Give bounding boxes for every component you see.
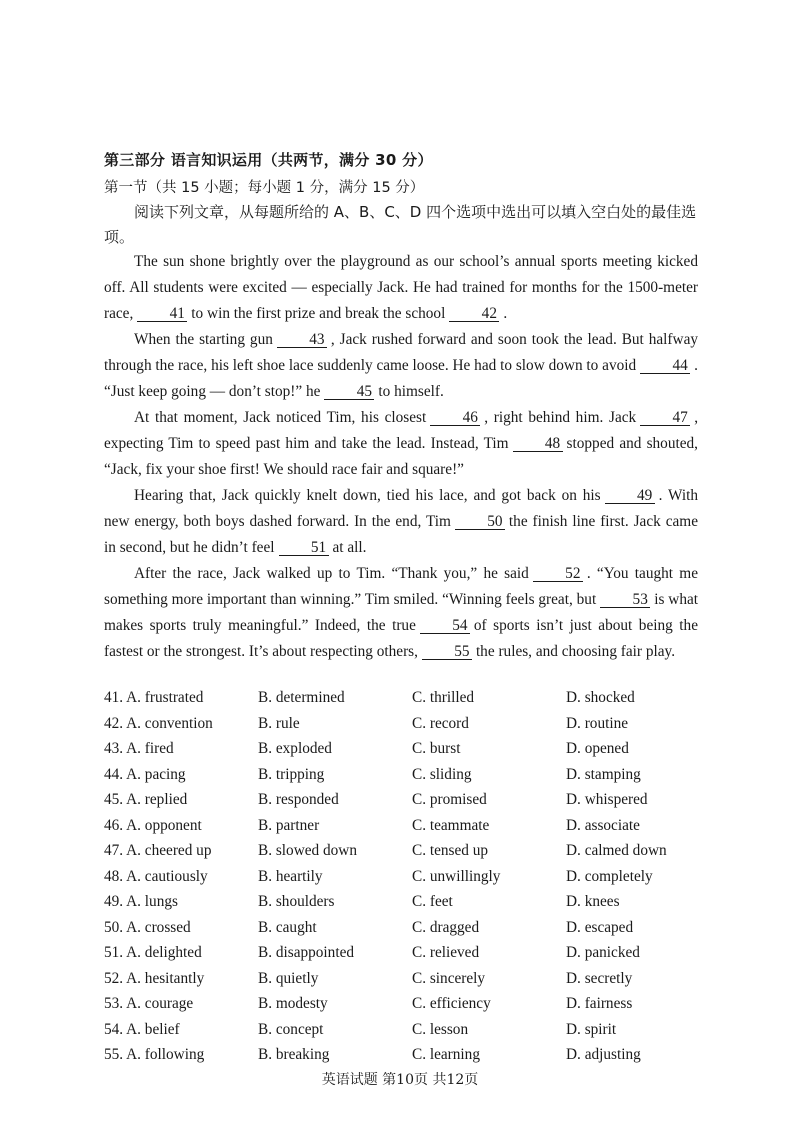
- option-b: B. breaking: [258, 1046, 330, 1063]
- option-d: D. opened: [566, 740, 629, 757]
- blank-51: 51: [279, 540, 329, 556]
- question-row: [104, 1042, 704, 1068]
- passage-text: . “You taught me something more important than winning.” Tim smiled. “Winning feels great, but: [104, 565, 698, 608]
- page-footer: 英语试题 第10页 共12页: [321, 1072, 479, 1088]
- option-c: C. efficiency: [412, 995, 491, 1012]
- question-row: [104, 966, 704, 992]
- passage-text: is what makes sports truly meaningful.” Indeed, the true: [104, 591, 699, 634]
- option-d: D. completely: [566, 867, 653, 885]
- option-d: D. adjusting: [566, 1046, 641, 1063]
- option-a: 55. A. following: [104, 1046, 205, 1063]
- blank-52: 52: [533, 566, 583, 582]
- option-d: D. calmed down: [566, 842, 667, 859]
- option-a: 53. A. courage: [104, 995, 194, 1012]
- option-c: C. learning: [412, 1046, 480, 1063]
- question-row: [104, 762, 704, 788]
- option-a: 48. A. cautiously: [104, 867, 208, 885]
- question-row: [104, 991, 704, 1017]
- question-row: [104, 889, 704, 915]
- option-c: C. tensed up: [412, 842, 489, 859]
- option-a: 43. A. fired: [104, 740, 174, 757]
- passage-paragraph-5: [104, 561, 698, 665]
- option-c: C. relieved: [412, 944, 480, 961]
- blank-45: 45: [324, 384, 374, 400]
- option-c: C. sliding: [412, 765, 472, 783]
- option-b: B. slowed down: [258, 842, 358, 859]
- option-d: D. panicked: [566, 944, 640, 961]
- option-c: C. feet: [412, 893, 453, 910]
- passage-text: When the starting gun: [134, 331, 273, 348]
- option-d: D. associate: [566, 816, 640, 834]
- option-d: D. spirit: [566, 1020, 617, 1038]
- option-c: C. burst: [412, 740, 461, 757]
- option-d: D. knees: [566, 893, 620, 910]
- option-d: D. fairness: [566, 995, 633, 1012]
- option-b: B. heartily: [258, 867, 323, 885]
- option-d: D. shocked: [566, 689, 635, 706]
- question-row: [104, 787, 704, 813]
- option-d: D. routine: [566, 714, 629, 732]
- blank-47: 47: [640, 410, 690, 426]
- question-row: [104, 915, 704, 941]
- question-row: [104, 736, 704, 762]
- blank-50: 50: [455, 514, 505, 530]
- blank-49: 49: [605, 488, 655, 504]
- option-b: B. concept: [258, 1020, 324, 1038]
- passage-text: . “Just keep going — don’t stop!” he: [104, 357, 698, 400]
- option-c: C. unwillingly: [412, 867, 501, 885]
- option-b: B. modesty: [258, 995, 328, 1012]
- passage-text: At that moment, Jack noticed Tim, his closest: [134, 409, 427, 426]
- option-b: B. determined: [258, 689, 345, 706]
- blank-42: 42: [449, 306, 499, 322]
- blank-46: 46: [430, 410, 480, 426]
- passage-text: , right behind him. Jack: [484, 409, 637, 426]
- blank-54: 54: [420, 618, 470, 634]
- option-a: 54. A. belief: [104, 1020, 180, 1038]
- option-b: B. quietly: [258, 969, 319, 987]
- blank-41: 41: [137, 306, 187, 322]
- passage-text: , Jack rushed forward and soon took the lead. But halfway through the race, his left shoe lace suddenly came loose. He had to slow down to avoid: [104, 331, 699, 374]
- option-b: B. exploded: [258, 740, 332, 757]
- blank-53: 53: [600, 592, 650, 608]
- option-a: 50. A. crossed: [104, 918, 191, 936]
- option-c: C. lesson: [412, 1020, 469, 1038]
- option-c: C. dragged: [412, 918, 480, 936]
- passage-paragraph-4: [104, 483, 698, 561]
- passage-text: , expecting Tim to speed past him and take the lead. Instead, Tim: [104, 409, 699, 452]
- option-d: D. stamping: [566, 765, 641, 783]
- passage-paragraph-2: [104, 327, 698, 405]
- blank-55: 55: [422, 644, 472, 660]
- answer-options: [104, 685, 704, 1068]
- passage-text: The sun shone brightly over the playground as our school’s annual sports meeting kicked off. All students were excited — especially Jack. He had trained for months for the 1500-meter race,: [104, 253, 698, 322]
- option-d: D. escaped: [566, 918, 634, 936]
- question-row: [104, 711, 704, 737]
- question-row: [104, 685, 704, 711]
- blank-44: 44: [640, 358, 690, 374]
- option-a: 44. A. pacing: [104, 765, 186, 783]
- passage-text: the rules, and choosing fair play.: [475, 643, 676, 660]
- passage-paragraph-1: [104, 249, 698, 327]
- passage-paragraph-3: [104, 405, 698, 483]
- option-a: 49. A. lungs: [104, 893, 178, 910]
- option-b: B. caught: [258, 918, 317, 936]
- option-b: B. partner: [258, 816, 320, 834]
- option-c: C. promised: [412, 791, 487, 808]
- passage-text: the finish line first. Jack came in second, but he didn’t feel: [104, 513, 698, 556]
- option-c: C. thrilled: [412, 689, 475, 706]
- option-a: 52. A. hesitantly: [104, 969, 205, 987]
- passage-text: to himself.: [378, 383, 444, 400]
- option-c: C. record: [412, 714, 469, 732]
- option-d: D. whispered: [566, 791, 648, 808]
- option-b: B. rule: [258, 714, 300, 732]
- section-title: 第三部分 语言知识运用（共两节，满分 30 分）: [104, 151, 433, 169]
- passage-text: Hearing that, Jack quickly knelt down, tied his lace, and got back on his: [134, 487, 601, 504]
- question-row: [104, 864, 704, 890]
- option-a: 51. A. delighted: [104, 944, 202, 961]
- passage-text: of sports isn’t just about being the fastest or the strongest. It’s about respecting others,: [104, 617, 698, 660]
- option-a: 47. A. cheered up: [104, 842, 212, 859]
- blank-48: 48: [513, 436, 563, 452]
- question-row: [104, 838, 704, 864]
- section-subtitle: 第一节（共 15 小题；每小题 1 分，满分 15 分）: [104, 180, 425, 196]
- option-b: B. tripping: [258, 765, 325, 783]
- option-a: 41. A. frustrated: [104, 689, 204, 706]
- option-a: 42. A. convention: [104, 714, 213, 732]
- option-b: B. responded: [258, 791, 339, 808]
- option-b: B. shoulders: [258, 893, 335, 910]
- passage-text: After the race, Jack walked up to Tim. “Thank you,” he said: [134, 565, 529, 582]
- blank-43: 43: [277, 332, 327, 348]
- option-b: B. disappointed: [258, 944, 355, 961]
- passage-text: stopped and shouted, “Jack, fix your shoe first! We should race fair and square!”: [104, 435, 698, 478]
- passage-text: . With new energy, both boys dashed forward. In the end, Tim: [104, 487, 698, 530]
- question-row: [104, 813, 704, 839]
- option-a: 45. A. replied: [104, 791, 188, 808]
- passage-text: .: [503, 305, 508, 322]
- question-row: [104, 940, 704, 966]
- section-instruction: 阅读下列文章，从每题所给的 A、B、C、D 四个选项中选出可以填入空白处的最佳选项。: [104, 203, 697, 246]
- passage-text: to win the first prize and break the school: [191, 305, 446, 322]
- cloze-passage: [104, 249, 698, 665]
- option-d: D. secretly: [566, 969, 633, 987]
- option-c: C. teammate: [412, 816, 490, 834]
- passage-text: at all.: [332, 539, 367, 556]
- option-c: C. sincerely: [412, 969, 486, 987]
- question-row: [104, 1017, 704, 1043]
- option-a: 46. A. opponent: [104, 816, 202, 834]
